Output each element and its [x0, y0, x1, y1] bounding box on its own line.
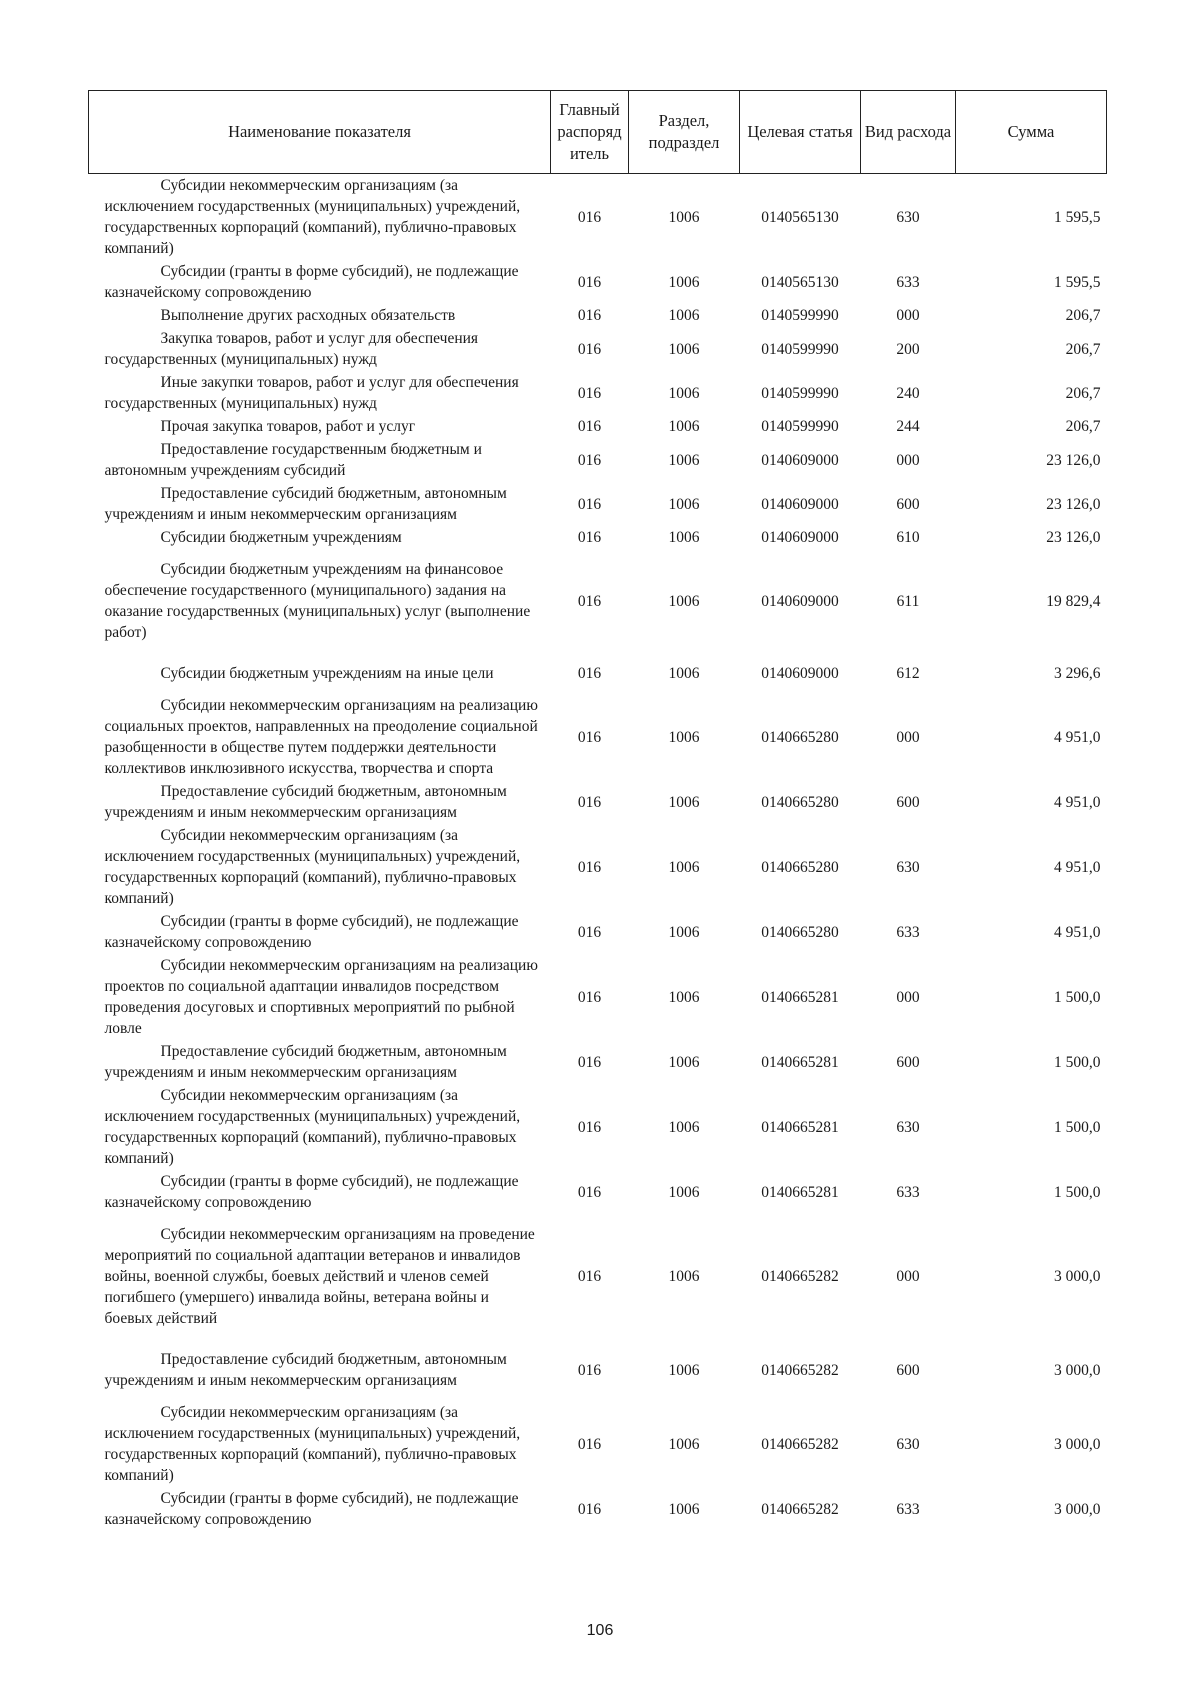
table-row: [89, 415, 1107, 438]
row-target-article: 0140609000: [761, 529, 839, 546]
table-row: [89, 1040, 1107, 1084]
table-row: [89, 526, 1107, 549]
row-sum: 4 951,0: [1054, 793, 1101, 811]
table-row: [89, 174, 1107, 261]
row-name: Предоставление субсидий бюджетным, автономным учреждениям и иным некоммерческим организациям: [104, 1351, 507, 1389]
table-row: [89, 327, 1107, 371]
row-target-article: 0140599990: [761, 418, 839, 435]
row-main-manager: 016: [577, 988, 602, 1006]
row-main-manager: 016: [577, 665, 602, 682]
row-main-manager: 016: [577, 273, 602, 291]
row-sum: 4 951,0: [1054, 858, 1101, 876]
row-target-article: 0140665281: [761, 1053, 839, 1071]
row-sum: 1 500,0: [1054, 1183, 1101, 1201]
row-sum: 23 126,0: [1046, 451, 1101, 469]
row-name: Субсидии некоммерческим организациям (за исключением государственных (муниципальных) учреждений, государственных корпораций (компаний), публично-правовых компаний): [104, 177, 521, 257]
row-sum: 1 500,0: [1054, 1118, 1101, 1136]
row-sum: 206,7: [1065, 418, 1101, 435]
header-target-article: Целевая статья: [740, 91, 861, 174]
row-sum: 1 595,5: [1054, 208, 1101, 226]
row-main-manager: 016: [577, 384, 602, 402]
row-sum: 23 126,0: [1046, 529, 1101, 546]
row-section: 1006: [668, 793, 700, 811]
table-row: [89, 910, 1107, 954]
row-name: Субсидии (гранты в форме субсидий), не подлежащие казначейскому сопровождению: [104, 1490, 519, 1528]
row-target-article: 0140665282: [761, 1361, 839, 1379]
row-sum: 3 000,0: [1054, 1361, 1101, 1379]
row-section: 1006: [668, 1435, 700, 1453]
table-row: [89, 1170, 1107, 1214]
row-target-article: 0140665282: [761, 1268, 839, 1285]
row-expense-type: 630: [896, 1118, 920, 1136]
row-name: Выполнение других расходных обязательств: [160, 307, 456, 324]
row-target-article: 0140665281: [761, 1183, 839, 1201]
row-section: 1006: [668, 592, 700, 610]
table-header: [89, 91, 1107, 174]
row-expense-type: 633: [896, 273, 920, 291]
budget-table: [88, 90, 1107, 1531]
row-expense-type: 630: [896, 208, 920, 226]
row-expense-type: 000: [896, 728, 920, 746]
table-row: [89, 1084, 1107, 1170]
row-sum: 23 126,0: [1046, 495, 1101, 513]
row-target-article: 0140665281: [761, 1118, 839, 1136]
row-sum: 206,7: [1065, 307, 1101, 324]
row-name: Субсидии бюджетным учреждениям на иные цели: [160, 665, 494, 682]
row-section: 1006: [668, 340, 700, 358]
row-section: 1006: [668, 273, 700, 291]
table-row: [89, 1339, 1107, 1401]
row-main-manager: 016: [577, 1268, 602, 1285]
row-name: Предоставление субсидий бюджетным, автономным учреждениям и иным некоммерческим организациям: [104, 1043, 507, 1081]
row-sum: 206,7: [1065, 384, 1101, 402]
header-section: Раздел, подраздел: [629, 91, 740, 174]
row-main-manager: 016: [577, 451, 602, 469]
row-main-manager: 016: [577, 923, 602, 941]
table-row: [89, 549, 1107, 653]
row-target-article: 0140599990: [761, 384, 839, 402]
row-name: Субсидии бюджетным учреждениям: [160, 529, 402, 546]
row-expense-type: 633: [896, 923, 920, 941]
row-name: Субсидии некоммерческим организациям (за исключением государственных (муниципальных) учреждений, государственных корпораций (компаний), публично-правовых компаний): [104, 827, 521, 907]
row-section: 1006: [668, 1361, 700, 1379]
table-row: [89, 780, 1107, 824]
row-section: 1006: [668, 451, 700, 469]
row-target-article: 0140665280: [761, 923, 839, 941]
row-target-article: 0140609000: [761, 451, 839, 469]
row-expense-type: 244: [896, 418, 920, 435]
row-name: Субсидии некоммерческим организациям (за исключением государственных (муниципальных) учреждений, государственных корпораций (компаний), публично-правовых компаний): [104, 1087, 521, 1167]
row-main-manager: 016: [577, 1183, 602, 1201]
row-main-manager: 016: [577, 728, 602, 746]
row-expense-type: 612: [896, 665, 920, 682]
table-row: [89, 653, 1107, 694]
table-row: [89, 1487, 1107, 1531]
row-main-manager: 016: [577, 340, 602, 358]
table-row: [89, 260, 1107, 304]
row-section: 1006: [668, 529, 700, 546]
row-section: 1006: [668, 208, 700, 226]
table-row: [89, 371, 1107, 415]
row-target-article: 0140665282: [761, 1435, 839, 1453]
row-section: 1006: [668, 418, 700, 435]
row-target-article: 0140565130: [761, 208, 839, 226]
row-main-manager: 016: [577, 1500, 602, 1518]
row-target-article: 0140599990: [761, 340, 839, 358]
row-section: 1006: [668, 1500, 700, 1518]
row-expense-type: 000: [896, 451, 920, 469]
row-expense-type: 600: [896, 1053, 920, 1071]
row-name: Предоставление субсидий бюджетным, автономным учреждениям и иным некоммерческим организациям: [104, 783, 507, 821]
row-name: Прочая закупка товаров, работ и услуг: [160, 418, 416, 435]
row-sum: 3 000,0: [1054, 1500, 1101, 1518]
row-main-manager: 016: [577, 592, 602, 610]
row-section: 1006: [668, 1183, 700, 1201]
row-section: 1006: [668, 988, 700, 1006]
row-sum: 1 500,0: [1054, 1053, 1101, 1071]
row-target-article: 0140665280: [761, 728, 839, 746]
row-target-article: 0140665281: [761, 988, 839, 1006]
table-row: [89, 482, 1107, 526]
row-name: Субсидии (гранты в форме субсидий), не подлежащие казначейскому сопровождению: [104, 913, 519, 951]
row-target-article: 0140665280: [761, 858, 839, 876]
header-expense-type: Вид расхода: [861, 91, 956, 174]
row-main-manager: 016: [577, 1118, 602, 1136]
row-expense-type: 633: [896, 1500, 920, 1518]
row-main-manager: 016: [577, 1435, 602, 1453]
row-expense-type: 630: [896, 1435, 920, 1453]
row-main-manager: 016: [577, 793, 602, 811]
row-section: 1006: [668, 1053, 700, 1071]
row-section: 1006: [668, 1268, 700, 1285]
row-name: Предоставление субсидий бюджетным, автономным учреждениям и иным некоммерческим организациям: [104, 485, 507, 523]
row-expense-type: 611: [896, 592, 920, 610]
row-name: Субсидии некоммерческим организациям на проведение мероприятий по социальной адаптации ветеранов и инвалидов войны, военной службы, боевых действий и членов семей погибшего (умершего) инвалида войны, ветерана войны и боевых действий: [104, 1226, 535, 1327]
row-sum: 4 951,0: [1054, 923, 1101, 941]
row-main-manager: 016: [577, 858, 602, 876]
row-sum: 3 000,0: [1054, 1435, 1101, 1453]
row-expense-type: 610: [896, 529, 920, 546]
row-section: 1006: [668, 495, 700, 513]
row-expense-type: 630: [896, 858, 920, 876]
table-row: [89, 694, 1107, 780]
table-row: [89, 954, 1107, 1040]
header-name: Наименование показателя: [89, 91, 551, 174]
row-main-manager: 016: [577, 1053, 602, 1071]
row-main-manager: 016: [577, 495, 602, 513]
row-sum: 19 829,4: [1046, 592, 1101, 610]
row-main-manager: 016: [577, 1361, 602, 1379]
row-section: 1006: [668, 923, 700, 941]
row-section: 1006: [668, 728, 700, 746]
page-number: 106: [586, 1622, 614, 1639]
row-sum: 4 951,0: [1054, 728, 1101, 746]
row-expense-type: 000: [896, 988, 920, 1006]
row-name: Закупка товаров, работ и услуг для обеспечения государственных (муниципальных) нужд: [104, 330, 479, 368]
row-sum: 3 296,6: [1054, 665, 1101, 682]
row-name: Предоставление государственным бюджетным и автономным учреждениям субсидий: [104, 441, 482, 479]
row-expense-type: 240: [896, 384, 920, 402]
row-target-article: 0140609000: [761, 592, 839, 610]
row-expense-type: 633: [896, 1183, 920, 1201]
row-section: 1006: [668, 1118, 700, 1136]
table-row: [89, 824, 1107, 910]
row-target-article: 0140665280: [761, 793, 839, 811]
row-name: Субсидии некоммерческим организациям на реализацию социальных проектов, направленных на преодоление социальной разобщенности в обществе путем поддержки деятельности коллективов инклюзивного искусства, творчества и спорта: [104, 697, 538, 777]
row-name: Субсидии некоммерческим организациям на реализацию проектов по социальной адаптации инвалидов посредством проведения досуговых и спортивных мероприятий по рыбной ловле: [104, 957, 538, 1037]
row-target-article: 0140565130: [761, 273, 839, 291]
row-expense-type: 600: [896, 1361, 920, 1379]
row-name: Иные закупки товаров, работ и услуг для обеспечения государственных (муниципальных) нужд: [104, 374, 519, 412]
table-body: [89, 174, 1107, 1532]
row-name: Субсидии (гранты в форме субсидий), не подлежащие казначейскому сопровождению: [104, 1173, 519, 1211]
row-expense-type: 000: [896, 1268, 920, 1285]
row-section: 1006: [668, 384, 700, 402]
table-row: [89, 1401, 1107, 1487]
row-name: Субсидии бюджетным учреждениям на финансовое обеспечение государственного (муниципального) задания на оказание государственных (муниципальных) услуг (выполнение работ): [104, 561, 531, 641]
row-section: 1006: [668, 307, 700, 324]
table-row: [89, 304, 1107, 327]
table-row: [89, 438, 1107, 482]
row-expense-type: 000: [896, 307, 920, 324]
row-target-article: 0140599990: [761, 307, 839, 324]
row-target-article: 0140665282: [761, 1500, 839, 1518]
header-sum: Сумма: [956, 91, 1107, 174]
row-name: Субсидии некоммерческим организациям (за исключением государственных (муниципальных) учреждений, государственных корпораций (компаний), публично-правовых компаний): [104, 1404, 521, 1484]
row-main-manager: 016: [577, 529, 602, 546]
row-section: 1006: [668, 665, 700, 682]
header-main-manager: Главный распоряд итель: [551, 91, 629, 174]
row-sum: 206,7: [1065, 340, 1101, 358]
row-expense-type: 200: [896, 340, 920, 358]
row-expense-type: 600: [896, 793, 920, 811]
row-name: Субсидии (гранты в форме субсидий), не подлежащие казначейскому сопровождению: [104, 263, 519, 301]
row-sum: 1 595,5: [1054, 273, 1101, 291]
row-main-manager: 016: [577, 418, 602, 435]
row-main-manager: 016: [577, 307, 602, 324]
row-sum: 1 500,0: [1054, 988, 1101, 1006]
row-sum: 3 000,0: [1054, 1268, 1101, 1285]
row-expense-type: 600: [896, 495, 920, 513]
row-main-manager: 016: [577, 208, 602, 226]
table-row: [89, 1214, 1107, 1339]
row-section: 1006: [668, 858, 700, 876]
row-target-article: 0140609000: [761, 495, 839, 513]
row-target-article: 0140609000: [761, 665, 839, 682]
